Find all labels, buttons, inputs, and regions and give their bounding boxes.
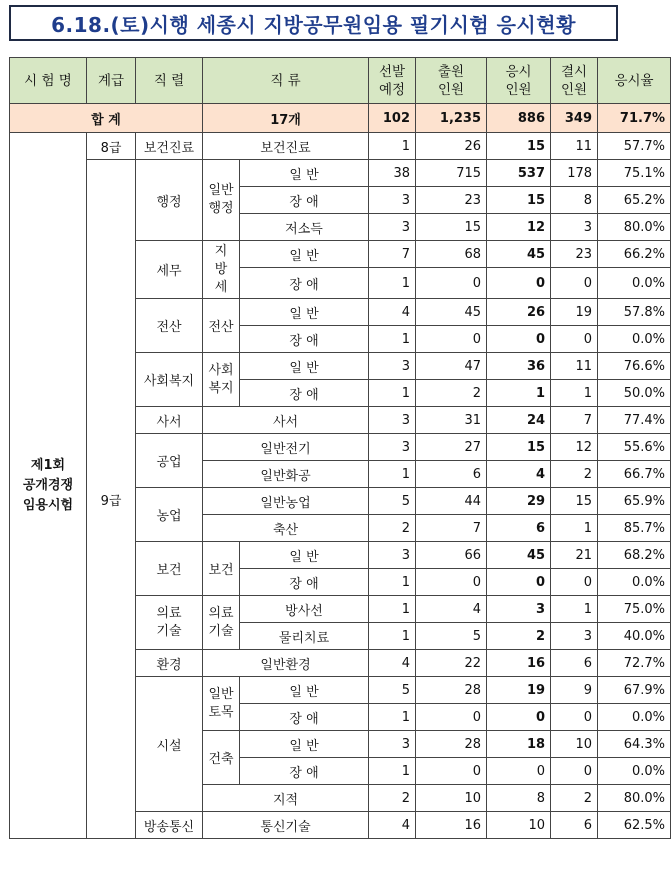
series-cell: 의료 기술 [136, 596, 203, 650]
attended-cell: 3 [487, 596, 551, 623]
applied-cell: 10 [416, 785, 487, 812]
absent-cell: 8 [551, 187, 598, 214]
applied-cell: 28 [416, 677, 487, 704]
rate-cell: 66.2% [598, 241, 671, 268]
applied-cell: 6 [416, 461, 487, 488]
rate-cell: 80.0% [598, 214, 671, 241]
header-category: 직 류 [203, 58, 369, 104]
rate-cell: 0.0% [598, 569, 671, 596]
applied-cell: 4 [416, 596, 487, 623]
category-cell: 일 반 [240, 160, 369, 187]
page-title: 6.18.(토)시행 세종시 지방공무원임용 필기시험 응시현황 [9, 5, 618, 41]
attended-cell: 0 [487, 326, 551, 353]
rate-cell: 85.7% [598, 515, 671, 542]
absent-cell: 1 [551, 596, 598, 623]
selected-cell: 2 [369, 515, 416, 542]
selected-cell: 5 [369, 488, 416, 515]
attended-cell: 0 [487, 758, 551, 785]
absent-cell: 23 [551, 241, 598, 268]
category-cell: 장 애 [240, 569, 369, 596]
applied-cell: 26 [416, 133, 487, 160]
series-cell: 보건진료 [136, 133, 203, 160]
total-category: 17개 [203, 104, 369, 133]
rate-cell: 65.9% [598, 488, 671, 515]
selected-cell: 3 [369, 187, 416, 214]
subseries-cell: 전산 [203, 299, 240, 353]
selected-cell: 1 [369, 623, 416, 650]
table-row [10, 133, 671, 160]
category-cell: 일 반 [240, 677, 369, 704]
rate-cell: 76.6% [598, 353, 671, 380]
category-cell: 장 애 [240, 268, 369, 299]
attended-cell: 15 [487, 133, 551, 160]
absent-cell: 7 [551, 407, 598, 434]
subseries-cell: 일반 토목 [203, 677, 240, 731]
selected-cell: 1 [369, 380, 416, 407]
category-cell: 저소득 [240, 214, 369, 241]
absent-cell: 0 [551, 268, 598, 299]
selected-cell: 3 [369, 214, 416, 241]
applied-cell: 68 [416, 241, 487, 268]
applied-cell: 0 [416, 268, 487, 299]
category-cell: 일 반 [240, 542, 369, 569]
total-attended: 886 [487, 104, 551, 133]
selected-cell: 4 [369, 299, 416, 326]
rate-cell: 57.7% [598, 133, 671, 160]
series-cell: 전산 [136, 299, 203, 353]
total-absent: 349 [551, 104, 598, 133]
series-cell: 환경 [136, 650, 203, 677]
total-selected: 102 [369, 104, 416, 133]
absent-cell: 0 [551, 326, 598, 353]
header-exam: 시 험 명 [10, 58, 87, 104]
exam-status-table [9, 57, 671, 839]
applied-cell: 27 [416, 434, 487, 461]
subseries-cell: 사회 복지 [203, 353, 240, 407]
selected-cell: 4 [369, 650, 416, 677]
attended-cell: 10 [487, 812, 551, 839]
selected-cell: 3 [369, 353, 416, 380]
attended-cell: 4 [487, 461, 551, 488]
total-rate: 71.7% [598, 104, 671, 133]
attended-cell: 0 [487, 268, 551, 299]
grade-cell: 9급 [87, 160, 136, 839]
header-selected: 선발 예정 [369, 58, 416, 104]
attended-cell: 15 [487, 187, 551, 214]
header-rate: 응시율 [598, 58, 671, 104]
subseries-cell: 건축 [203, 731, 240, 785]
series-cell: 공업 [136, 434, 203, 488]
selected-cell: 1 [369, 133, 416, 160]
attended-cell: 16 [487, 650, 551, 677]
series-cell: 행정 [136, 160, 203, 241]
rate-cell: 55.6% [598, 434, 671, 461]
attended-cell: 45 [487, 542, 551, 569]
header-series: 직 렬 [136, 58, 203, 104]
total-applied: 1,235 [416, 104, 487, 133]
rate-cell: 64.3% [598, 731, 671, 758]
header-attended: 응시 인원 [487, 58, 551, 104]
rate-cell: 0.0% [598, 268, 671, 299]
attended-cell: 1 [487, 380, 551, 407]
absent-cell: 3 [551, 214, 598, 241]
selected-cell: 3 [369, 407, 416, 434]
category-cell: 방사선 [240, 596, 369, 623]
absent-cell: 2 [551, 785, 598, 812]
rate-cell: 57.8% [598, 299, 671, 326]
category-cell: 일반화공 [203, 461, 369, 488]
category-cell: 장 애 [240, 380, 369, 407]
selected-cell: 5 [369, 677, 416, 704]
applied-cell: 5 [416, 623, 487, 650]
series-cell: 사서 [136, 407, 203, 434]
category-cell: 일반농업 [203, 488, 369, 515]
series-cell: 농업 [136, 488, 203, 542]
attended-cell: 45 [487, 241, 551, 268]
rate-cell: 80.0% [598, 785, 671, 812]
absent-cell: 0 [551, 758, 598, 785]
absent-cell: 6 [551, 812, 598, 839]
subseries-cell: 의료 기술 [203, 596, 240, 650]
attended-cell: 29 [487, 488, 551, 515]
category-cell: 장 애 [240, 326, 369, 353]
selected-cell: 1 [369, 268, 416, 299]
series-cell: 시설 [136, 677, 203, 812]
selected-cell: 1 [369, 704, 416, 731]
applied-cell: 28 [416, 731, 487, 758]
series-cell: 사회복지 [136, 353, 203, 407]
absent-cell: 1 [551, 380, 598, 407]
applied-cell: 0 [416, 569, 487, 596]
attended-cell: 6 [487, 515, 551, 542]
rate-cell: 0.0% [598, 704, 671, 731]
absent-cell: 9 [551, 677, 598, 704]
applied-cell: 16 [416, 812, 487, 839]
applied-cell: 31 [416, 407, 487, 434]
rate-cell: 65.2% [598, 187, 671, 214]
category-cell: 일 반 [240, 353, 369, 380]
absent-cell: 178 [551, 160, 598, 187]
rate-cell: 62.5% [598, 812, 671, 839]
attended-cell: 18 [487, 731, 551, 758]
attended-cell: 24 [487, 407, 551, 434]
category-cell: 보건진료 [203, 133, 369, 160]
applied-cell: 23 [416, 187, 487, 214]
selected-cell: 7 [369, 241, 416, 268]
series-cell: 보건 [136, 542, 203, 596]
attended-cell: 26 [487, 299, 551, 326]
absent-cell: 6 [551, 650, 598, 677]
rate-cell: 75.1% [598, 160, 671, 187]
rate-cell: 72.7% [598, 650, 671, 677]
rate-cell: 67.9% [598, 677, 671, 704]
selected-cell: 38 [369, 160, 416, 187]
absent-cell: 2 [551, 461, 598, 488]
rate-cell: 0.0% [598, 326, 671, 353]
category-cell: 물리치료 [240, 623, 369, 650]
attended-cell: 12 [487, 214, 551, 241]
subseries-cell: 일반 행정 [203, 160, 240, 241]
attended-cell: 2 [487, 623, 551, 650]
selected-cell: 3 [369, 542, 416, 569]
selected-cell: 1 [369, 758, 416, 785]
attended-cell: 537 [487, 160, 551, 187]
category-cell: 사서 [203, 407, 369, 434]
header-grade: 계급 [87, 58, 136, 104]
grade-cell: 8급 [87, 133, 136, 160]
total-row [10, 104, 671, 133]
category-cell: 장 애 [240, 187, 369, 214]
absent-cell: 11 [551, 353, 598, 380]
rate-cell: 68.2% [598, 542, 671, 569]
rate-cell: 50.0% [598, 380, 671, 407]
absent-cell: 0 [551, 704, 598, 731]
category-cell: 지적 [203, 785, 369, 812]
subseries-cell: 지 방 세 [203, 241, 240, 299]
attended-cell: 0 [487, 704, 551, 731]
absent-cell: 0 [551, 569, 598, 596]
selected-cell: 1 [369, 461, 416, 488]
applied-cell: 715 [416, 160, 487, 187]
exam-name-cell: 제1회 공개경쟁 임용시험 [10, 133, 87, 839]
applied-cell: 22 [416, 650, 487, 677]
applied-cell: 0 [416, 326, 487, 353]
subseries-cell: 보건 [203, 542, 240, 596]
selected-cell: 1 [369, 569, 416, 596]
category-cell: 장 애 [240, 704, 369, 731]
selected-cell: 2 [369, 785, 416, 812]
applied-cell: 66 [416, 542, 487, 569]
applied-cell: 15 [416, 214, 487, 241]
header-row [10, 58, 671, 104]
absent-cell: 21 [551, 542, 598, 569]
table-row [10, 160, 671, 187]
series-cell: 세무 [136, 241, 203, 299]
series-cell: 방송통신 [136, 812, 203, 839]
absent-cell: 19 [551, 299, 598, 326]
attended-cell: 8 [487, 785, 551, 812]
absent-cell: 10 [551, 731, 598, 758]
applied-cell: 2 [416, 380, 487, 407]
category-cell: 통신기술 [203, 812, 369, 839]
attended-cell: 15 [487, 434, 551, 461]
applied-cell: 7 [416, 515, 487, 542]
applied-cell: 0 [416, 758, 487, 785]
absent-cell: 11 [551, 133, 598, 160]
applied-cell: 47 [416, 353, 487, 380]
attended-cell: 0 [487, 569, 551, 596]
category-cell: 일 반 [240, 731, 369, 758]
attended-cell: 19 [487, 677, 551, 704]
selected-cell: 4 [369, 812, 416, 839]
selected-cell: 3 [369, 434, 416, 461]
absent-cell: 12 [551, 434, 598, 461]
attended-cell: 36 [487, 353, 551, 380]
applied-cell: 45 [416, 299, 487, 326]
selected-cell: 1 [369, 326, 416, 353]
header-applied: 출원 인원 [416, 58, 487, 104]
rate-cell: 0.0% [598, 758, 671, 785]
category-cell: 축산 [203, 515, 369, 542]
selected-cell: 3 [369, 731, 416, 758]
category-cell: 장 애 [240, 758, 369, 785]
category-cell: 일 반 [240, 241, 369, 268]
category-cell: 일 반 [240, 299, 369, 326]
category-cell: 일반환경 [203, 650, 369, 677]
rate-cell: 77.4% [598, 407, 671, 434]
rate-cell: 66.7% [598, 461, 671, 488]
rate-cell: 75.0% [598, 596, 671, 623]
selected-cell: 1 [369, 596, 416, 623]
applied-cell: 0 [416, 704, 487, 731]
total-label: 합 계 [10, 104, 203, 133]
header-absent: 결시 인원 [551, 58, 598, 104]
absent-cell: 15 [551, 488, 598, 515]
absent-cell: 3 [551, 623, 598, 650]
rate-cell: 40.0% [598, 623, 671, 650]
applied-cell: 44 [416, 488, 487, 515]
category-cell: 일반전기 [203, 434, 369, 461]
absent-cell: 1 [551, 515, 598, 542]
